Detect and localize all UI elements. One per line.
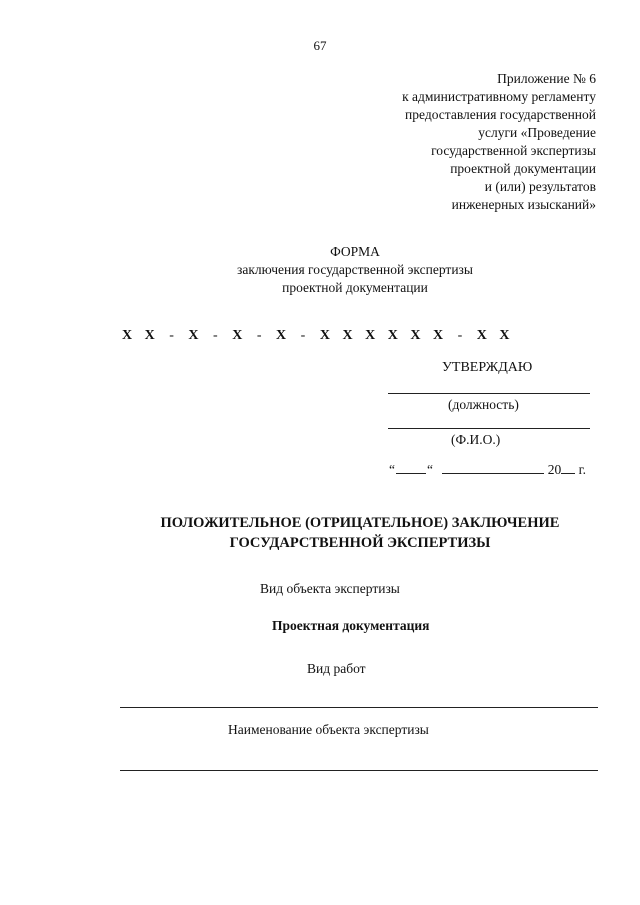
title-line: ПОЛОЖИТЕЛЬНОЕ (ОТРИЦАТЕЛЬНОЕ) ЗАКЛЮЧЕНИЕ bbox=[160, 515, 560, 531]
approval-date bbox=[389, 462, 586, 478]
object-name-line bbox=[120, 770, 598, 771]
appendix-line: проектной документации bbox=[450, 161, 596, 176]
code-dash: - bbox=[169, 328, 174, 343]
position-signature-line bbox=[388, 393, 590, 394]
form-subtitle-line: проектной документации bbox=[282, 280, 428, 295]
object-type-label: Вид объекта экспертизы bbox=[260, 581, 400, 596]
appendix-line: предоставления государственной bbox=[405, 107, 596, 122]
object-name-label: Наименование объекта экспертизы bbox=[228, 722, 429, 737]
code-char: Х bbox=[387, 328, 398, 343]
appendix-line: Приложение № 6 bbox=[497, 71, 596, 86]
year-suffix: г. bbox=[578, 462, 587, 477]
code-char: Х bbox=[499, 328, 510, 343]
code-char: Х bbox=[432, 328, 444, 343]
code-char: Х bbox=[232, 328, 243, 343]
form-subtitle-line: заключения государственной экспертизы bbox=[237, 262, 473, 277]
object-type-value: Проектная документация bbox=[272, 618, 430, 633]
code-char: Х bbox=[476, 328, 487, 343]
code-dash: - bbox=[300, 328, 306, 343]
name-caption: (Ф.И.О.) bbox=[451, 432, 501, 447]
form-heading: ФОРМА bbox=[330, 244, 380, 259]
year-blank bbox=[561, 473, 575, 474]
code-dash: - bbox=[213, 328, 218, 343]
appendix-header bbox=[296, 70, 596, 214]
year-prefix: 20 bbox=[547, 462, 562, 477]
form-heading-block bbox=[150, 243, 560, 297]
code-char: Х bbox=[365, 328, 376, 343]
date-close-quote: “ bbox=[427, 462, 433, 477]
code-char: Х bbox=[276, 328, 287, 343]
code-char: Х bbox=[410, 328, 421, 343]
approval-heading: УТВЕРЖДАЮ bbox=[442, 360, 533, 375]
code-char: Х bbox=[342, 328, 353, 343]
document-code bbox=[122, 328, 518, 344]
title-line: ГОСУДАРСТВЕННОЙ ЭКСПЕРТИЗЫ bbox=[229, 535, 491, 551]
date-open-quote: “ bbox=[389, 462, 395, 477]
position-caption: (должность) bbox=[448, 397, 519, 412]
appendix-line: инженерных изысканий» bbox=[451, 197, 596, 212]
code-char: Х bbox=[122, 328, 133, 343]
page-number: 67 bbox=[313, 38, 327, 53]
appendix-line: государственной экспертизы bbox=[431, 143, 596, 158]
code-char: Х bbox=[319, 328, 330, 343]
code-dash: - bbox=[256, 328, 262, 343]
day-blank bbox=[396, 473, 426, 474]
work-type-label: Вид работ bbox=[307, 661, 366, 676]
code-char: Х bbox=[188, 328, 199, 343]
conclusion-title bbox=[80, 513, 640, 553]
appendix-line: услуги «Проведение bbox=[478, 125, 596, 140]
code-char: Х bbox=[144, 328, 155, 343]
appendix-line: к административному регламенту bbox=[402, 89, 596, 104]
work-type-line bbox=[120, 707, 598, 708]
name-signature-line bbox=[388, 428, 590, 429]
month-blank bbox=[442, 473, 544, 474]
appendix-line: и (или) результатов bbox=[484, 179, 596, 194]
code-dash: - bbox=[457, 328, 463, 343]
